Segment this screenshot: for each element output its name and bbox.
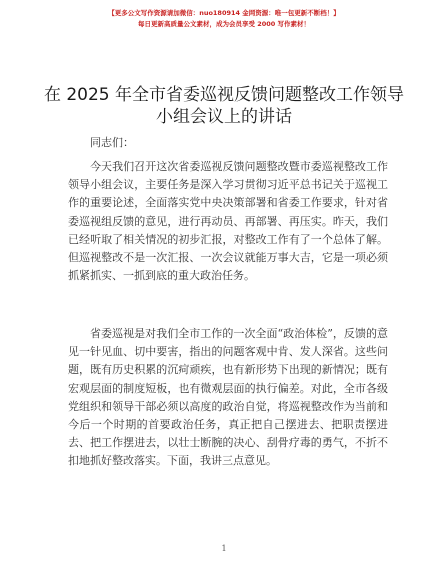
promo-banner-line-2: 每日更新高质量公文素材，成为会员享受 2000 写作素材！ (137, 20, 311, 28)
page-number: 1 (221, 544, 227, 553)
paragraph-2: 省委巡视是对我们全市工作的一次全面“政治体检”，反馈的意见一针见血、切中要害，指出的问题客观中肯、发人深省。这些问题，既有历史积累的沉疴顽疾，也有新形势下出现的新情况；既有宏观层面的制度短板，也有微观层面的执行偏差。对此，全市各级党组织和领导干部必须以高度的政治自觉，将巡视整改作为当前和今后一个时期的首要政治任务，真正把自己摆进去、把职责摆进去、把工作摆进去，以壮士断腕的决心、刮骨疗毒的勇气，不折不扣地抓好整改落实。下面，我讲三点意见。 (68, 327, 388, 468)
document-title: 在 2025 年全市省委巡视反馈问题整改工作领导小组会议上的讲话 (43, 85, 405, 127)
paragraph-1: 今天我们召开这次省委巡视反馈问题整改暨市委巡视整改工作领导小组会议，主要任务是深入学习贯彻习近平总书记关于巡视工作的重要论述，全面落实党中央决策部署和省委工作要求，针对省委巡视组反馈的意见，进行再动员、再部署、再压实。昨天，我们已经听取了相关情况的初步汇报，对整改工作有了一个总体了解。但巡视整改不是一次汇报、一次会议就能万事大吉，它是一项必须抓紧抓实、一抓到底的重大政治任务。 (68, 160, 388, 283)
greeting: 同志们： (90, 136, 134, 149)
promo-banner-line-1: 【更多公文写作资源请加微信：nuo180914 金网资源：唯一包更新不断档！】 (108, 9, 340, 17)
